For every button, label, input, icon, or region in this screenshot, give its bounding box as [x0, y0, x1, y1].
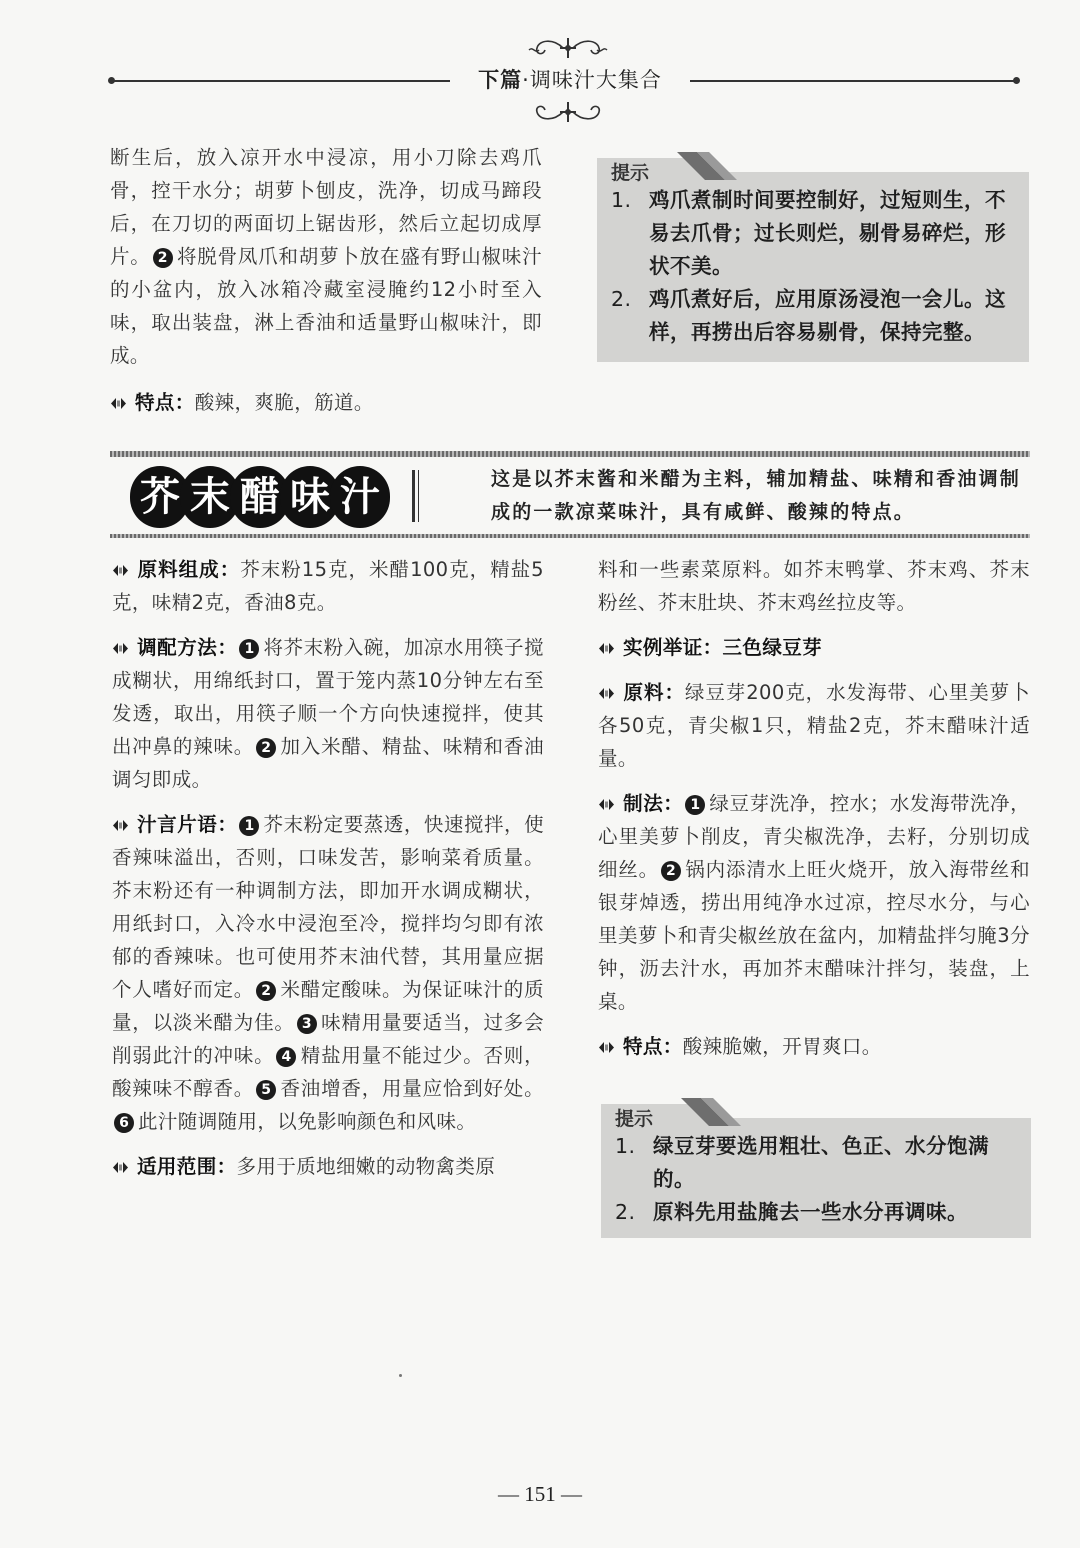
header-rule-right — [690, 80, 1016, 82]
tip-list — [611, 184, 1019, 349]
diamond-bullet-icon — [598, 798, 615, 811]
header-rule-left — [112, 80, 450, 82]
tip-item: 2. 原料先用盐腌去一些水分再调味。 — [615, 1200, 968, 1224]
tip-box — [601, 1108, 1031, 1238]
method-continuation: 断生后，放入凉开水中浸凉，用小刀除去鸡爪骨，控干水分；胡萝卜刨皮，洗净，切成马蹄段后，在刀切的两面切上锯齿形，然后立起切成厚片。 2 将脱骨凤爪和胡萝卜放在盛有野山椒味汁的小盆内，放入冰箱冷藏室浸腌约12小时至入味，取出装盘，淋上香油和适量野山椒味汁，即成。 — [110, 146, 542, 367]
title-char: 醋 — [230, 466, 290, 528]
section-band-bottom — [110, 534, 1030, 538]
diamond-bullet-icon — [112, 642, 129, 655]
section-divider — [412, 470, 415, 522]
print-speck — [399, 1374, 402, 1377]
feature-para: 特点：酸辣脆嫩，开胃爽口。 — [598, 1030, 1030, 1063]
diamond-bullet-icon — [112, 1161, 129, 1174]
ingredients-para: 原料组成：芥末粉15克，米醋100克，精盐5克，味精2克，香油8克。 — [112, 558, 544, 614]
running-header: 下篇·调味汁大集合 — [478, 68, 662, 92]
tips-para: 汁言片语： 1 芥末粉定要蒸透，快速搅拌，使香辣味溢出，否则，口味发苦，影响菜肴质量。芥末粉还有一种调制方法，即加开水调成糊状，用纸封口，入冷水中浸泡至冷，搅拌均匀即有浓郁的香辣味。也可使用芥末油代替，其用量应据个人嗜好而定。 2 米醋定酸味。为保证味汁的质量，以淡米醋为佳。 3 味精用量要适当，过多会削弱此汁的冲味。 4 精盐用量不能过少。否则，酸辣味不醇香。 5 香油增香，用量应恰到好处。6 此汁随调随用，以免影响颜色和风味。 — [112, 813, 544, 1133]
tip-item: 1. 鸡爪煮制时间要控制好，过短则生，不易去爪骨；过长则烂，剔骨易碎烂，形状不美。 — [611, 188, 1006, 278]
tip-item: 1. 绿豆芽要选用粗壮、色正、水分饱满的。 — [615, 1134, 989, 1191]
title-char: 汁 — [330, 466, 390, 528]
page-number: — 151 — — [498, 1482, 582, 1506]
header-ornament-top — [527, 36, 609, 60]
recipe-continuation — [110, 141, 542, 431]
scope-continuation: 料和一些素菜原料。如芥末鸭掌、芥末鸡、芥末粉丝、芥末肚块、芥末鸡丝拉皮等。 — [598, 558, 1030, 614]
tip-box — [597, 162, 1029, 362]
section-divider — [418, 470, 419, 522]
title-char: 味 — [280, 466, 340, 528]
left-column — [112, 553, 544, 1195]
section-title — [130, 466, 392, 528]
diamond-bullet-icon — [110, 397, 127, 410]
title-char: 末 — [180, 466, 240, 528]
section-description: 这是以芥末酱和米醋为主料，辅加精盐、味精和香油调制成的一款凉菜味汁，具有咸鲜、酸辣的特点。 — [491, 468, 1022, 523]
diamond-bullet-icon — [598, 1041, 615, 1054]
title-char: 芥 — [130, 466, 190, 528]
tip-item: 2. 鸡爪煮好后，应用原汤浸泡一会儿。这样，再捞出后容易剔骨，保持完整。 — [611, 287, 1006, 344]
right-column — [598, 553, 1030, 1075]
diamond-bullet-icon — [112, 819, 129, 832]
example-para: 实例举证：三色绿豆芽 — [598, 631, 1030, 664]
header-line-end-dot — [1013, 77, 1020, 84]
tip-list — [615, 1130, 1021, 1229]
material-para: 原料：绿豆芽200克，水发海带、心里美萝卜各50克，青尖椒1只，精盐2克，芥末醋味汁适量。 — [598, 681, 1031, 770]
diamond-bullet-icon — [598, 687, 615, 700]
diamond-bullet-icon — [112, 564, 129, 577]
header-ornament-bottom — [527, 100, 609, 124]
feature-line: 特点：酸辣，爽脆，筋道。 — [110, 386, 542, 419]
scope-para: 适用范围：多用于质地细嫩的动物禽类原 — [112, 1150, 544, 1183]
diamond-bullet-icon — [598, 642, 615, 655]
procedure-para: 制法： 1 绿豆芽洗净，控水；水发海带洗净，心里美萝卜削皮，青尖椒洗净，去籽，分别切成细丝。 2 锅内添清水上旺火烧开，放入海带丝和银芽焯透，捞出用纯净水过凉，控尽水分，与心里美萝卜和青尖椒丝放在盆内，加精盐拌匀腌3分钟，沥去汁水，再加芥末醋味汁拌匀，装盘，上桌。 — [598, 792, 1030, 1013]
section-band-top — [110, 451, 1030, 457]
tip-label: 提示 — [615, 1108, 654, 1130]
method-para: 调配方法： 1 将芥末粉入碗，加凉水用筷子搅成糊状，用绵纸封口，置于笼内蒸10分钟左右至发透，取出，用筷子顺一个方向快速搅拌，使其出冲鼻的辣味。 2 加入米醋、精盐、味精和香油调匀即成。 — [112, 636, 544, 791]
tip-label: 提示 — [611, 162, 650, 184]
